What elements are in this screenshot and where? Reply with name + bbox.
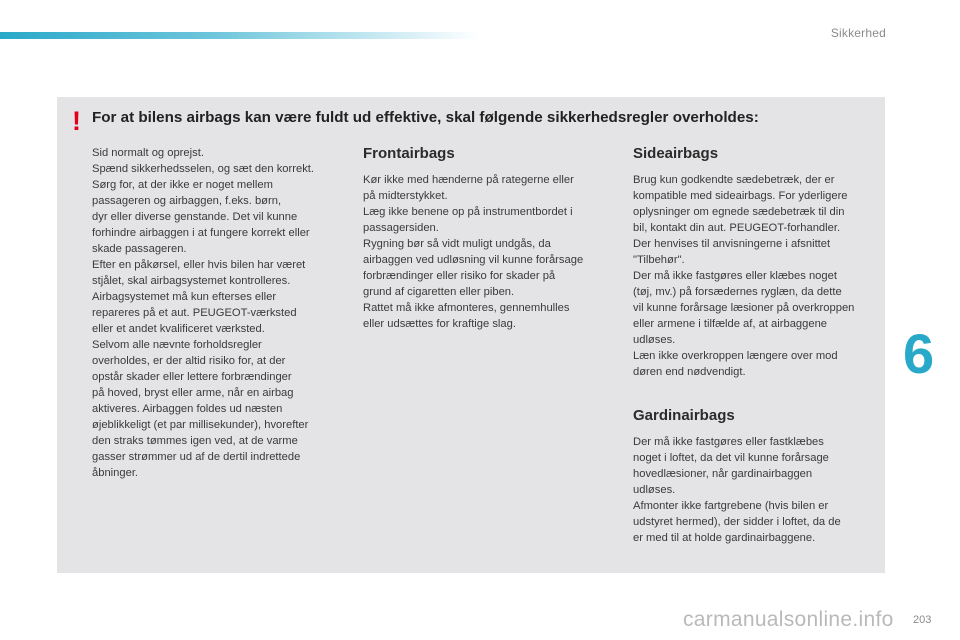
text-line: passageren og airbaggen, f.eks. børn, <box>92 195 282 207</box>
text-line: er med til at holde gardinairbaggene. <box>633 532 816 544</box>
text-line: oplysninger om egnede sædebetræk til din <box>633 206 845 218</box>
text-line: på midterstykket. <box>363 190 448 202</box>
text-line: vil kunne forårsage læsioner på overkroppen <box>633 302 855 314</box>
text-line: grund af cigaretten eller piben. <box>363 286 515 298</box>
text-line: Airbagsystemet må kun efterses eller <box>92 291 277 303</box>
watermark-text: carmanualsonline.info <box>683 608 894 631</box>
text-line: opstår skader eller lettere forbrændinger <box>92 371 292 383</box>
front-airbags-title: Frontairbags <box>363 145 455 162</box>
text-line: Spænd sikkerhedsselen, og sæt den korrekt. <box>92 163 315 175</box>
text-line: airbaggen ved udløsning vil kunne forårsage <box>363 254 584 266</box>
text-line: Rygning bør så vidt muligt undgås, da <box>363 238 551 250</box>
text-line: på hoved, bryst eller arme, når en airbag <box>92 387 294 399</box>
text-line: eller armene i tilfælde af, at airbaggene <box>633 318 828 330</box>
warning-headline: For at bilens airbags kan være fuldt ud effektive, skal følgende sikkerhedsregler overholdes: <box>92 109 759 126</box>
text-line: dyr eller diverse genstande. Det vil kunne <box>92 211 298 223</box>
text-line: Kør ikke med hænderne på rategerne eller <box>363 174 574 186</box>
page-number: 203 <box>913 614 932 626</box>
chapter-number: 6 <box>903 322 935 385</box>
text-line: forbrændinger eller risiko for skader på <box>363 270 556 282</box>
text-line: udstyret hermed), der sidder i loftet, da de <box>633 516 841 528</box>
text-line: bil, kontakt din aut. PEUGEOT-forhandler. <box>633 222 841 234</box>
text-line: Afmonter ikke fartgrebene (hvis bilen er <box>633 500 829 512</box>
text-line: gasser strømmer ud af de dertil indrettede <box>92 451 301 463</box>
text-line: udløses. <box>633 334 676 346</box>
text-line: forhindre airbaggen i at fungere korrekt eller <box>92 227 310 239</box>
header-accent-bar <box>0 32 480 39</box>
text-line: Selvom alle nævnte forholdsregler <box>92 339 262 351</box>
text-line: Sørg for, at der ikke er noget mellem <box>92 179 273 191</box>
text-line: kompatible med sideairbags. For yderligere <box>633 190 848 202</box>
text-line: hovedlæsioner, når gardinairbaggen <box>633 468 813 480</box>
text-line: døren end nødvendigt. <box>633 366 746 378</box>
text-line: Der må ikke fastgøres eller klæbes noget <box>633 270 837 282</box>
text-line: Læn ikke overkroppen længere over mod <box>633 350 838 362</box>
front-airbags-section <box>363 144 613 332</box>
text-line: åbninger. <box>92 467 139 479</box>
text-line: repareres på et aut. PEUGEOT-værksted <box>92 307 297 319</box>
text-line: den straks tømmes igen ved, at de varme <box>92 435 298 447</box>
text-line: aktiveres. Airbaggen foldes ud næsten <box>92 403 283 415</box>
curtain-airbags-title: Gardinairbags <box>633 407 735 424</box>
text-line: overholdes, er der altid risiko for, at der <box>92 355 286 367</box>
text-line: Rattet må ikke afmonteres, gennemhulles <box>363 302 570 314</box>
text-line: Der må ikke fastgøres eller fastklæbes <box>633 436 824 448</box>
text-line: øjeblikkeligt (et par millisekunder), hvorefter <box>92 419 309 431</box>
text-line: Læg ikke benene op på instrumentbordet i <box>363 206 573 218</box>
side-airbags-section <box>633 144 883 380</box>
text-line: Efter en påkørsel, eller hvis bilen har været <box>92 259 306 271</box>
text-line: eller udsættes for kraftige slag. <box>363 318 516 330</box>
text-line: "Tilbehør". <box>633 254 685 266</box>
curtain-airbags-section <box>633 406 883 546</box>
section-label: Sikkerhed <box>830 26 886 40</box>
text-line: Sid normalt og oprejst. <box>92 147 204 159</box>
general-rules-column <box>92 145 352 481</box>
text-line: eller et andet kvalificeret værksted. <box>92 323 265 335</box>
text-line: udløses. <box>633 484 676 496</box>
text-line: passagersiden. <box>363 222 439 234</box>
exclamation-mark-icon: ! <box>72 106 81 136</box>
text-line: stjålet, skal airbagsystemet kontrolleres. <box>92 275 291 287</box>
text-line: Der henvises til anvisningerne i afsnittet <box>633 238 831 250</box>
text-line: (tøj, mv.) på forsædernes ryglæn, da dette <box>633 286 842 298</box>
side-airbags-title: Sideairbags <box>633 145 719 162</box>
text-line: noget i loftet, da det vil kunne forårsage <box>633 452 829 464</box>
text-line: Brug kun godkendte sædebetræk, der er <box>633 174 835 186</box>
text-line: skade passageren. <box>92 243 187 255</box>
